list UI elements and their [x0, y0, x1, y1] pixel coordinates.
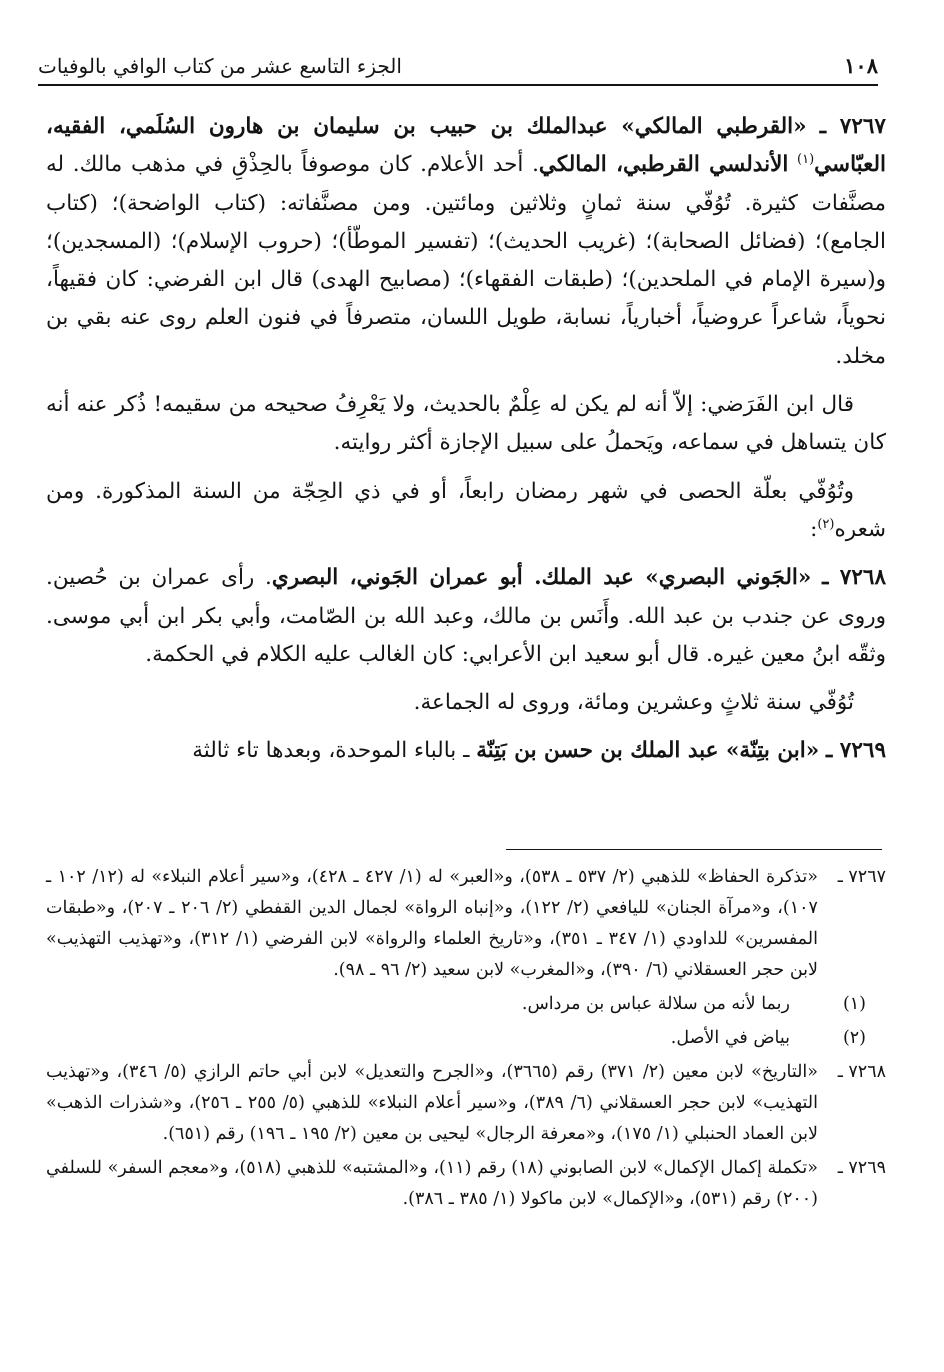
page-header	[38, 40, 878, 86]
note-label: (٢)	[842, 1028, 866, 1048]
source-note	[46, 862, 886, 986]
note-text: «التاريخ» لابن معين (٢/ ٣٧١) رقم (٣٦٦٥)، و«الجرح والتعديل» لابن أبي حاتم الرازي (٥/ ٣٤٦)، و«تهذيب التهذيب» لابن حجر العسقلاني (٦/ ٣٨٩)، و«سير أعلام النبلاء» للذهبي (٥/ ٢٥٥ ـ ٢٥٦)، و«شذرات الذهب» لابن العماد الحنبلي (١/ ١٧٥)، و«معرفة الرجال» ليحيى بن معين (٢/ ١٩٥ ـ ١٩٦) رقم (٦٥١).	[46, 1062, 818, 1144]
note-text: ربما لأنه من سلالة عباس بن مرداس.	[521, 994, 790, 1014]
footnote	[46, 1023, 886, 1054]
note-text: «تكملة إكمال الإكمال» لابن الصابوني (١٨) رقم (١١)، و«المشتبه» للذهبي (٥١٨)، و«معجم السفر» للسلفي (٢٠٠) رقم (٥٣١)، و«الإكمال» لابن ماكولا (١/ ٣٨٥ ـ ٣٨٦).	[46, 1158, 819, 1209]
main-text	[46, 108, 886, 781]
paragraph-tail: :	[810, 516, 818, 542]
entry-name: «القرطبي المالكي» عبدالملك بن حبيب بن سليمان بن هارون السُلَمي، الفقيه، العبّاسي	[46, 114, 887, 178]
paragraph: تُوُفّي سنة ثلاثٍ وعشرين ومائة، وروى له الجماعة.	[413, 690, 854, 716]
running-title: الجزء التاسع عشر من كتاب الوافي بالوفيات	[38, 54, 402, 78]
entry-7269	[46, 732, 886, 770]
entry-7267	[46, 108, 886, 376]
note-label: ٧٢٦٨ ـ	[837, 1062, 886, 1082]
entry-number: ٧٢٦٩ ـ	[826, 738, 886, 764]
entry-text: . أحد الأعلام. كان موصوفاً بالحِذْقِ في مذهب مالك. له مصنَّفات كثيرة. تُوُفّي سنة ثمانٍ وثلاثين ومائتين. ومن مصنَّفاته: (كتاب الواضحة)؛ (كتاب الجامع)؛ (فضائل الصحابة)؛ (غريب الحديث)؛ (تفسير الموطّأ)؛ (حروب الإسلام)؛ (المسجدين)؛ و(سيرة الإمام في الملحدين)؛ (طبقات الفقهاء)؛ (مصابيح الهدى) قال ابن الفرضي: كان فقيهاً، نحوياً، شاعراً عروضياً، أخبارياً، نسابة، طويل اللسان، متصرفاً في فنون العلم روى عنه بقي بن مخلد.	[46, 152, 886, 369]
paragraph-text: وتُوُفّي بعلّة الحصى في شهر رمضان رابعاً، أو في ذي الحِجّة من السنة المذكورة. ومن شعره	[46, 478, 886, 542]
entry-text: ـ بالباء الموحدة، وبعدها تاء ثالثة	[192, 738, 477, 764]
footnotes	[46, 862, 886, 1218]
page-number: ١٠٨	[844, 53, 878, 78]
footnote	[46, 989, 886, 1020]
source-note	[46, 1057, 886, 1150]
entry-number: ٧٢٦٨ ـ	[822, 565, 886, 591]
note-label: ٧٢٦٩ ـ	[837, 1158, 886, 1178]
footnote-marker: (٢)	[817, 516, 835, 532]
paragraph: قال ابن الفَرَضي: إلاّ أنه لم يكن له عِلْمٌ بالحديث، ولا يَعْرِفُ صحيحه من سقيمه! ذُكر عنه أنه كان يتساهل في سماعه، ويَحملُ على سبيل الإجازة أكثر روايته.	[46, 392, 886, 456]
entry-number: ٧٢٦٧ ـ	[819, 114, 886, 139]
note-label: ٧٢٦٧ ـ	[837, 867, 886, 887]
entry-7268	[46, 559, 886, 674]
paragraph	[46, 473, 886, 550]
note-label: (١)	[842, 994, 866, 1014]
note-text: «تذكرة الحفاظ» للذهبي (٢/ ٥٣٧ ـ ٥٣٨)، و«العبر» له (١/ ٤٢٧ ـ ٤٢٨)، و«سير أعلام النبلاء» له (١٢/ ١٠٢ ـ ١٠٧)، و«مرآة الجنان» لليافعي (٢/ ١٢٢)، و«إنباه الرواة» لجمال الدين القفطي (٢/ ٢٠٦ ـ ٢٠٧)، و«طبقات المفسرين» للداودي (١/ ٣٤٧ ـ ٣٥١)، و«تاريخ العلماء والرواة» لابن الفرضي (١/ ٣١٢)، و«تهذيب التهذيب» لابن حجر العسقلاني (٦/ ٣٩٠)، و«المغرب» لابن سعيد (٢/ ٩٦ ـ ٩٨).	[46, 867, 818, 980]
entry-name-continued: الأندلسي القرطبي، المالكي	[538, 152, 789, 178]
entry-name: «الجَوني البصري» عبد الملك. أبو عمران الجَوني، البصري	[271, 565, 812, 591]
footnote-marker: (١)	[797, 152, 815, 168]
entry-name: «ابن بتِنّة» عبد الملك بن حسن بن بَتِنّة	[476, 738, 820, 764]
footnote-separator	[506, 849, 882, 850]
note-text: بياض في الأصل.	[670, 1028, 790, 1048]
source-note	[46, 1153, 886, 1215]
entry-text: . رأى عمران بن حُصين. وروى عن جندب بن عبد الله. وأَنَس بن مالك، وعبد الله بن الصّامت، وأبي بكر ابن أبي موسى. وثقّه ابنُ معين غيره. قال أبو سعيد ابن الأعرابي: كان الغالب عليه الكلام في الحكمة.	[46, 565, 886, 667]
